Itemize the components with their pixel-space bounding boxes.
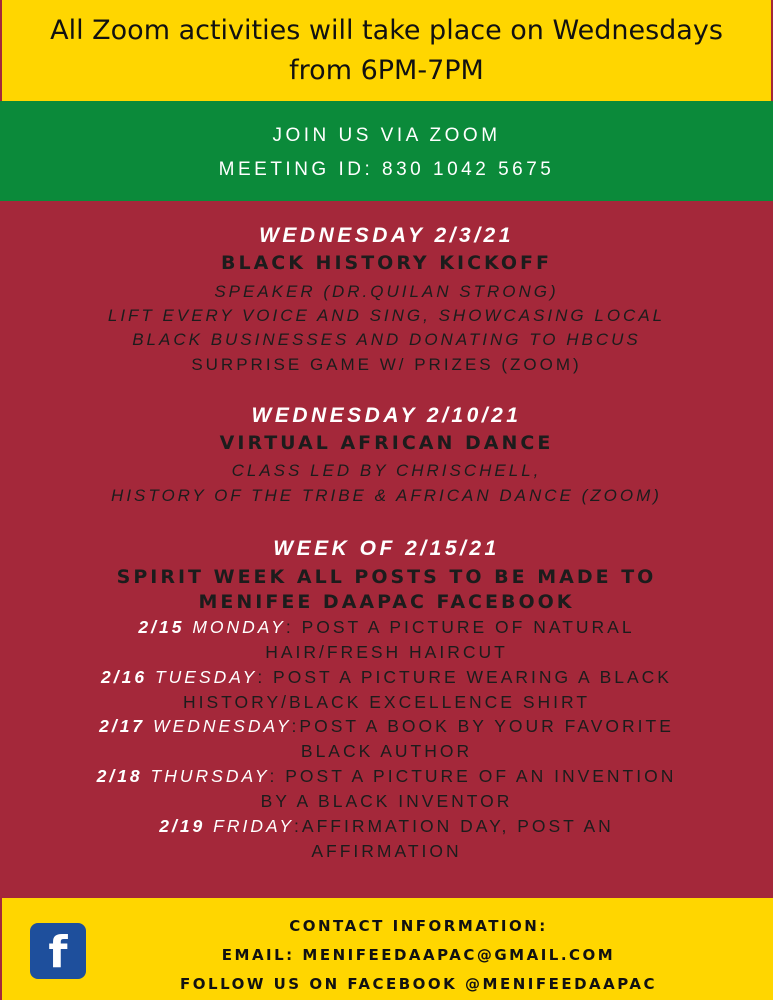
spirit-day-1-date: 2/15: [138, 617, 185, 637]
spirit-day-4-date: 2/18: [96, 766, 143, 786]
event-2-line-2: HISTORY OF THE TRIBE & AFRICAN DANCE (ZOOM): [111, 486, 662, 505]
spirit-day-3-date: 2/17: [99, 716, 146, 736]
spirit-day-3: [0, 716, 773, 737]
event-1-line-4: SURPRISE GAME W/ PRIZES (ZOOM): [191, 355, 582, 374]
event-1-date: WEDNESDAY 2/3/21: [259, 224, 514, 247]
spirit-day-1-cont: HAIR/FRESH HAIRCUT: [265, 642, 508, 662]
spirit-day-4: [0, 766, 773, 787]
facebook-glyph: f: [48, 927, 68, 978]
spirit-day-5-day: FRIDAY: [213, 816, 295, 836]
zoom-meeting-id: MEETING ID: 830 1042 5675: [218, 159, 555, 180]
spirit-day-5-date: 2/19: [159, 816, 206, 836]
zoom-join-text: JOIN US VIA ZOOM: [272, 125, 501, 146]
spirit-day-2: [0, 667, 773, 688]
zoom-banner: [0, 101, 773, 201]
spirit-day-2-cont: HISTORY/BLACK EXCELLENCE SHIRT: [182, 692, 591, 712]
spirit-day-4-cont: BY A BLACK INVENTOR: [260, 791, 513, 811]
spirit-day-1-text: : POST A PICTURE OF NATURAL: [285, 617, 635, 637]
event-2-line-1: CLASS LED BY CHRISCHELL,: [231, 461, 542, 480]
spirit-day-2-day: TUESDAY: [154, 667, 258, 687]
event-2-title: VIRTUAL AFRICAN DANCE: [219, 432, 554, 454]
event-3-date: WEEK OF 2/15/21: [273, 537, 500, 560]
header-line-1: All Zoom activities will take place on Wednesdays: [50, 15, 723, 46]
event-1-line-1: SPEAKER (DR.QUILAN STRONG): [214, 282, 559, 301]
contact-email[interactable]: EMAIL: MENIFEEDAAPAC@GMAIL.COM: [221, 946, 616, 964]
spirit-day-3-day: WEDNESDAY: [153, 716, 292, 736]
header-line-2: from 6PM-7PM: [289, 55, 484, 86]
spirit-day-5-text: :AFFIRMATION DAY, POST AN: [294, 816, 614, 836]
header-banner: [0, 0, 773, 101]
contact-facebook[interactable]: FOLLOW US ON FACEBOOK @MENIFEEDAAPAC: [180, 975, 657, 993]
spirit-day-5-cont: AFFIRMATION: [311, 841, 462, 861]
event-2-date: WEDNESDAY 2/10/21: [251, 404, 522, 427]
contact-heading: CONTACT INFORMATION:: [289, 917, 548, 935]
event-3-title-2: MENIFEE DAAPAC FACEBOOK: [198, 591, 575, 613]
event-3-title-1: SPIRIT WEEK ALL POSTS TO BE MADE TO: [116, 566, 657, 588]
spirit-day-4-text: : POST A PICTURE OF AN INVENTION: [269, 766, 677, 786]
spirit-day-1: [0, 617, 773, 638]
spirit-day-1-day: MONDAY: [192, 617, 286, 637]
spirit-day-2-text: : POST A PICTURE WEARING A BLACK: [257, 667, 672, 687]
spirit-day-5: [0, 816, 773, 837]
spirit-day-3-cont: BLACK AUTHOR: [300, 741, 473, 761]
spirit-day-3-text: :POST A BOOK BY YOUR FAVORITE: [291, 716, 674, 736]
event-1-line-3: BLACK BUSINESSES AND DONATING TO HBCUS: [132, 330, 641, 349]
event-1-title: BLACK HISTORY KICKOFF: [220, 252, 553, 274]
spirit-day-4-day: THURSDAY: [150, 766, 270, 786]
spirit-day-2-date: 2/16: [101, 667, 148, 687]
event-1-line-2: LIFT EVERY VOICE AND SING, SHOWCASING LOCAL: [107, 306, 666, 325]
